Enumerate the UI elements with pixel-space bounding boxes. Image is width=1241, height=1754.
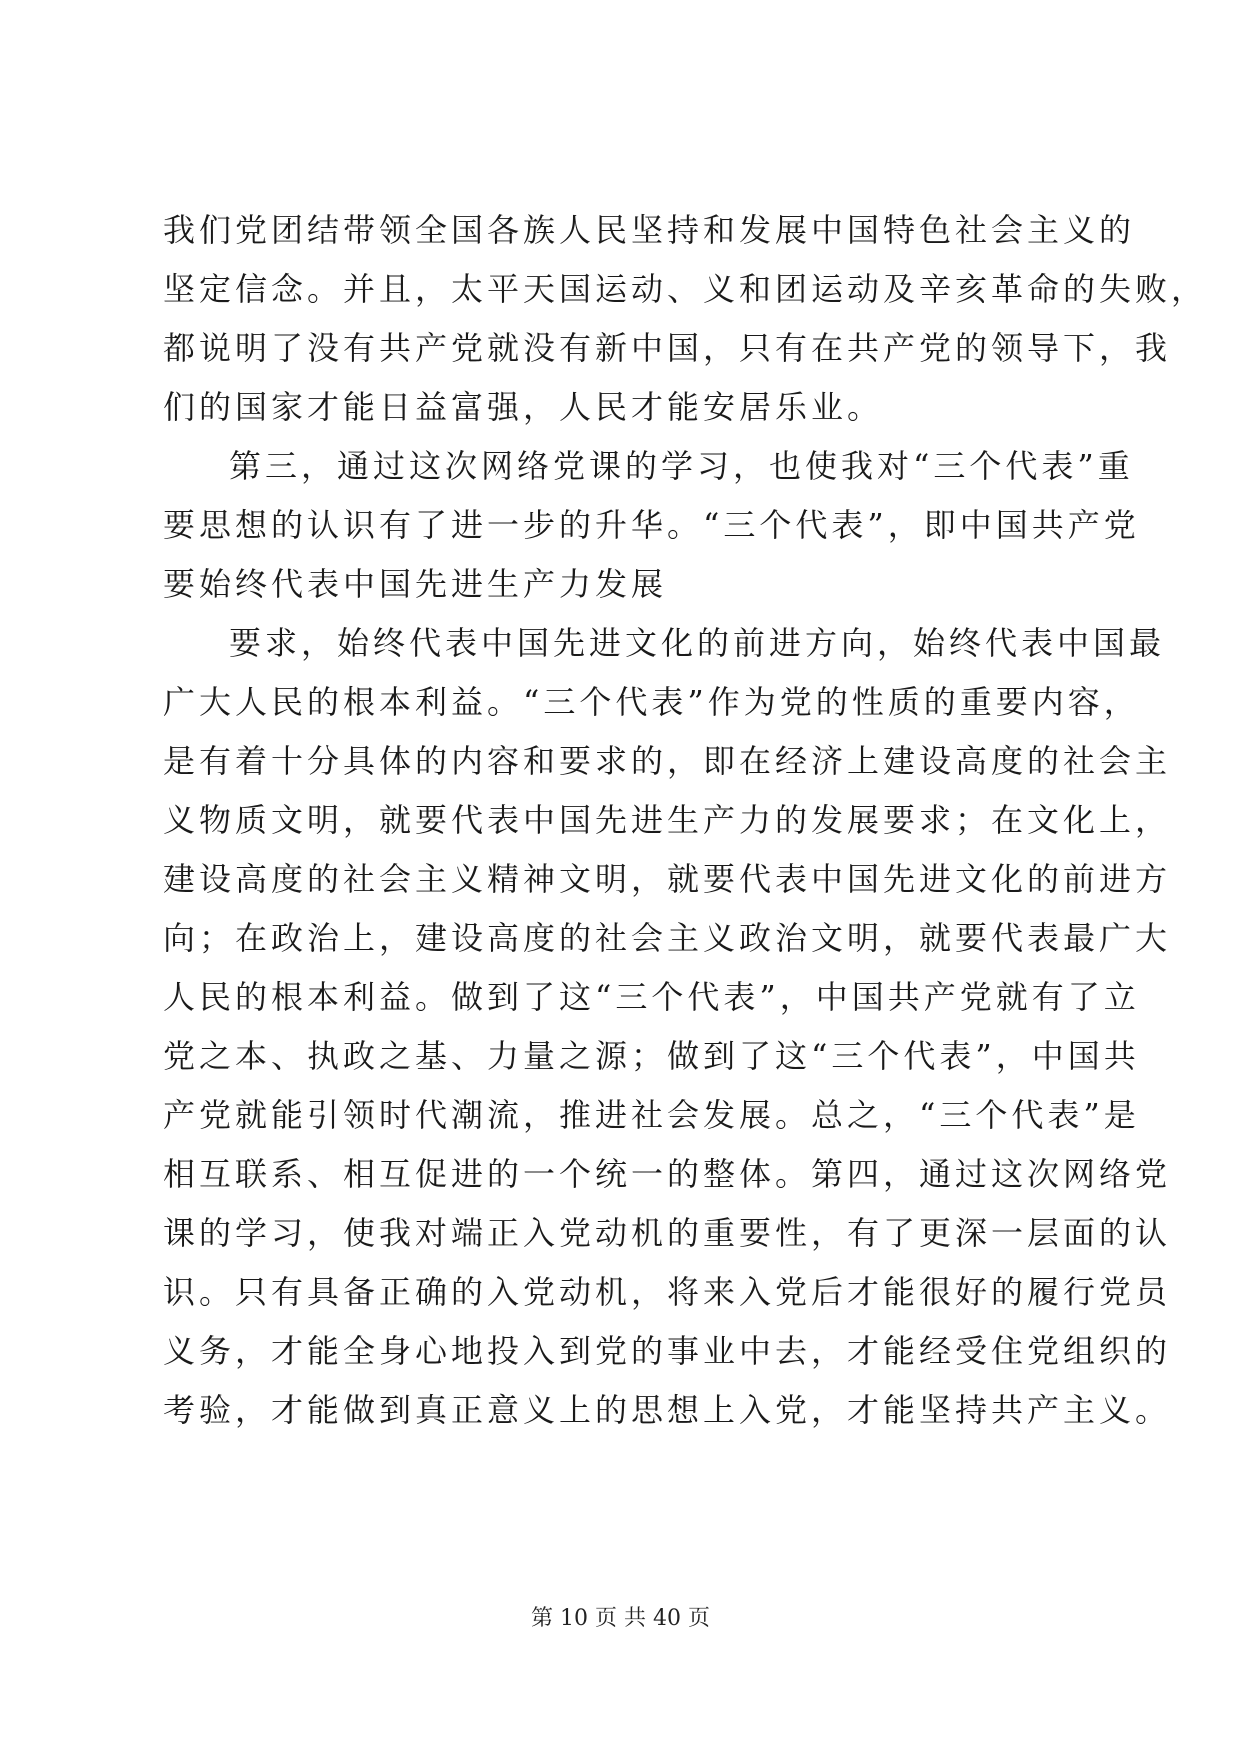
text-line: 要始终代表中国先进生产力发展 bbox=[163, 565, 668, 603]
paragraph-first-line: 第三，通过这次网络党课的学习，也使我对“三个代表”重 bbox=[229, 447, 1134, 485]
text-line: 义务，才能全身心地投入到党的事业中去，才能经受住党组织的 bbox=[163, 1332, 1172, 1370]
text-line: 向；在政治上，建设高度的社会主义政治文明，就要代表最广大 bbox=[163, 919, 1172, 957]
text-line: 是有着十分具体的内容和要求的，即在经济上建设高度的社会主 bbox=[163, 742, 1172, 780]
text-line: 相互联系、相互促进的一个统一的整体。第四，通过这次网络党 bbox=[163, 1155, 1172, 1193]
text-line: 义物质文明，就要代表中国先进生产力的发展要求；在文化上， bbox=[163, 801, 1172, 839]
paragraph-first-line: 要求，始终代表中国先进文化的前进方向，始终代表中国最 bbox=[229, 624, 1166, 662]
text-line: 们的国家才能日益富强，人民才能安居乐业。 bbox=[163, 388, 884, 426]
text-line: 都说明了没有共产党就没有新中国，只有在共产党的领导下，我 bbox=[163, 329, 1172, 367]
page-number-footer: 第 10 页 共 40 页 bbox=[531, 1606, 710, 1631]
text-line: 广大人民的根本利益。“三个代表”作为党的性质的重要内容， bbox=[163, 683, 1140, 721]
text-line: 课的学习，使我对端正入党动机的重要性，有了更深一层面的认 bbox=[163, 1214, 1172, 1252]
text-line: 要思想的认识有了进一步的升华。“三个代表”，即中国共产党 bbox=[163, 506, 1140, 544]
text-line: 产党就能引领时代潮流，推进社会发展。总之，“三个代表”是 bbox=[163, 1096, 1140, 1134]
text-line: 坚定信念。并且，太平天国运动、义和团运动及辛亥革命的失败， bbox=[163, 270, 1208, 308]
text-line: 识。只有具备正确的入党动机，将来入党后才能很好的履行党员 bbox=[163, 1273, 1172, 1311]
text-line: 党之本、执政之基、力量之源；做到了这“三个代表”，中国共 bbox=[163, 1037, 1140, 1075]
text-line: 我们党团结带领全国各族人民坚持和发展中国特色社会主义的 bbox=[163, 211, 1136, 249]
text-line: 人民的根本利益。做到了这“三个代表”，中国共产党就有了立 bbox=[163, 978, 1140, 1016]
text-line: 建设高度的社会主义精神文明，就要代表中国先进文化的前进方 bbox=[163, 860, 1172, 898]
text-line: 考验，才能做到真正意义上的思想上入党，才能坚持共产主义。 bbox=[163, 1391, 1172, 1429]
